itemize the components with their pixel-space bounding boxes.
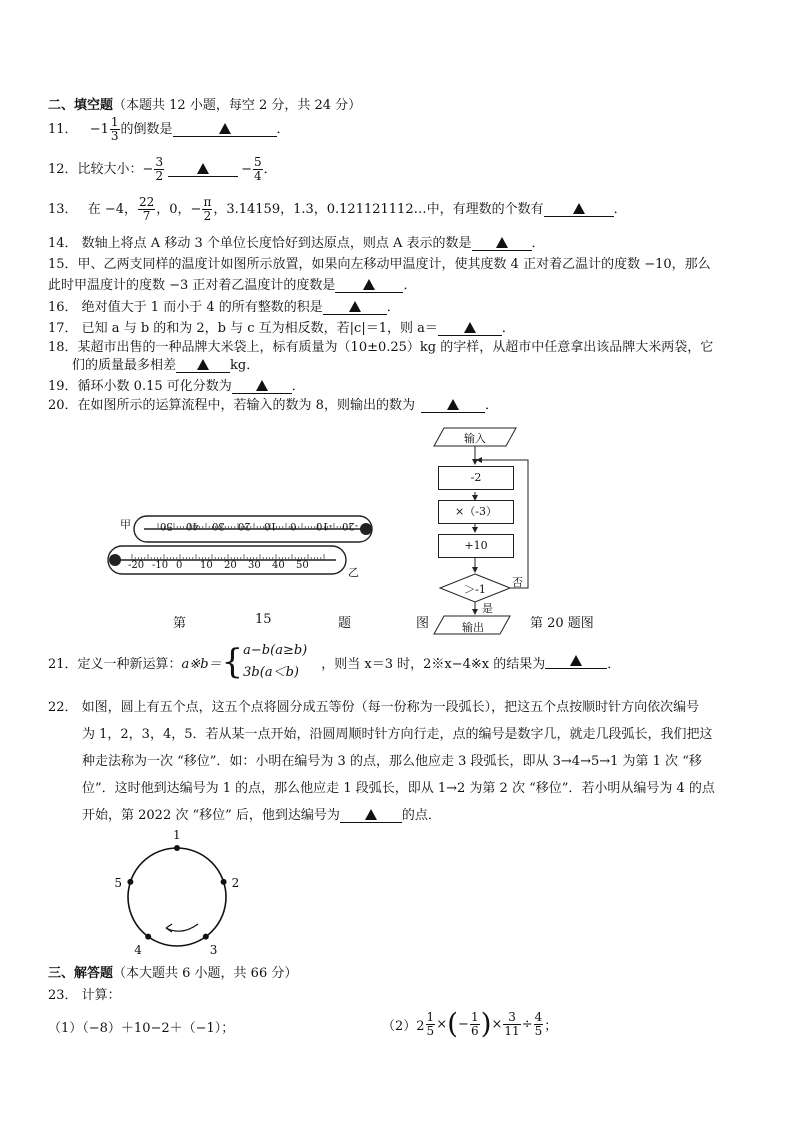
question-17 <box>48 317 515 336</box>
q12-a-sign: − <box>142 162 154 177</box>
q17-end: ． <box>501 321 515 336</box>
q23-times-2: × <box>491 1016 503 1032</box>
q14-answer-blank[interactable] <box>472 237 532 251</box>
question-13 <box>48 196 627 223</box>
question-21 <box>48 638 620 686</box>
caption-15-part-4: 图 <box>416 616 430 631</box>
q16-text: 16． 绝对值大于 1 而小于 4 的所有整数的积是 <box>48 300 323 315</box>
question-22 <box>48 694 748 829</box>
circle-point-label: 5 <box>114 875 123 890</box>
thermometer-yi-number: 50 <box>296 560 309 571</box>
question-23-part-1 <box>48 1017 234 1036</box>
thermometer-jia-number: 30 <box>212 520 225 531</box>
q15-end: ． <box>403 278 417 293</box>
q23-left-paren: ( <box>447 1007 459 1040</box>
triangle-icon <box>349 301 361 312</box>
q11-answer-blank[interactable] <box>173 123 277 137</box>
triangle-icon <box>570 655 582 666</box>
flowchart-step-plus-10: +10 <box>438 534 514 558</box>
q22-answer-blank[interactable] <box>340 809 402 823</box>
triangle-icon <box>256 380 268 391</box>
q11-text: 的倒数是 <box>120 122 173 137</box>
flowchart-figure <box>430 424 540 636</box>
q22-line-5: 开始，第 2022 次 “移位” 后，他到达编号为 <box>82 808 340 823</box>
flowchart-input-label: 输入 <box>464 432 486 445</box>
q15-line-1: 15．甲、乙两支同样的温度计如图所示放置，如果向左移动甲温度计，使其度数 4 正对着乙温计的度数 −10，那么 <box>48 257 711 272</box>
q20-answer-blank[interactable] <box>421 399 485 413</box>
figure-20-caption: 第 20 题图 <box>530 616 594 631</box>
q16-end: ． <box>386 300 400 315</box>
circle-point-label: 2 <box>231 875 240 890</box>
q23-fraction-2: $\frac{1}{6}$ <box>470 1009 479 1038</box>
thermometer-yi-number: 20 <box>224 560 237 571</box>
q17-text: 17． 已知 a 与 b 的和为 2，b 与 c 互为相反数，若|c|＝1，则 a＝ <box>48 321 438 336</box>
q12-answer-blank[interactable] <box>168 163 238 177</box>
question-11 <box>48 116 290 143</box>
circle-point-label: 1 <box>173 828 181 842</box>
triangle-icon <box>197 163 209 174</box>
caption-15-part-2: 15 <box>255 612 272 627</box>
q21-case-2: 3b(a＜b) <box>243 665 299 680</box>
q22-end: 的点． <box>401 808 441 823</box>
question-20 <box>48 394 498 413</box>
flowchart-step-minus-2: -2 <box>438 466 514 490</box>
circle-point-label: 3 <box>209 942 218 957</box>
q15-answer-blank[interactable] <box>335 279 403 293</box>
triangle-icon <box>197 359 209 370</box>
q23-fraction-4: $\frac{4}{5}$ <box>534 1009 543 1038</box>
question-19 <box>48 375 305 394</box>
q23-part-1: （1）（−8）＋10−2＋（−1）； <box>48 1021 235 1036</box>
q20-text: 20．在如图所示的运算流程中，若输入的数为 8，则输出的数为 <box>48 398 415 413</box>
section-2-title: 二、填空题 <box>48 98 114 113</box>
thermometer-figure <box>98 512 380 582</box>
q14-text: 14． 数轴上将点 A 移动 3 个单位长度恰好到达原点，则点 A 表示的数是 <box>48 236 472 251</box>
q13-number: 13． <box>48 202 78 217</box>
q12-fraction-a: $\frac{3}{2}$ <box>155 155 164 183</box>
question-14 <box>48 232 545 251</box>
q19-end: ． <box>291 379 305 394</box>
circle-point <box>221 879 227 885</box>
thermometer-jia-number: 40 <box>186 520 199 531</box>
q23-part-2-end: ； <box>544 1018 558 1034</box>
flowchart-step-times-neg-3: ×（-3） <box>438 500 514 524</box>
thermometer-yi-label: 乙 <box>348 566 359 579</box>
thermometer-yi-number: -10 <box>152 560 169 571</box>
q18-line-2: 们的质量最多相差 <box>72 358 177 373</box>
question-23-head <box>48 984 121 1003</box>
flowchart-decision-label: ＞-1 <box>464 583 486 596</box>
section-2-header <box>48 94 361 113</box>
question-15-line-1 <box>48 253 711 272</box>
flowchart-output-label: 输出 <box>462 621 484 634</box>
triangle-icon <box>363 279 375 290</box>
q17-answer-blank[interactable] <box>438 322 502 336</box>
q19-text: 19．循环小数 0.15 可化分数为 <box>48 379 232 394</box>
q22-line-2: 为 1，2，3，4，5．若从某一点开始，沿圆周顺时针方向行走，点的编号是数字几，就走几段弧长，我们把这 <box>82 727 713 742</box>
section-3-note: （本大题共 6 小题，共 66 分） <box>113 966 298 981</box>
q13-fraction-1: $\frac{22}{7}$ <box>138 195 155 223</box>
triangle-icon <box>573 203 585 214</box>
question-16 <box>48 296 400 315</box>
q21-text: ，则当 x＝3 时，2※x−4※x 的结果为 <box>321 656 546 672</box>
section-2-note: （本题共 12 小题，每空 2 分，共 24 分） <box>113 98 362 113</box>
q12-fraction-b: $\frac{5}{4}$ <box>254 155 262 183</box>
thermometer-yi-number: 30 <box>248 560 261 571</box>
q21-end: ． <box>607 656 621 672</box>
q21-case-1: a−b(a≥b) <box>243 643 308 658</box>
section-3-header <box>48 962 297 981</box>
thermometer-jia-number: 20 <box>238 520 251 531</box>
q21-cases <box>243 640 307 684</box>
q18-answer-blank[interactable] <box>176 359 230 373</box>
circle-point-label: 4 <box>134 942 142 957</box>
q13-end: ． <box>613 202 627 217</box>
triangle-icon <box>447 399 459 410</box>
q13-text-3: ，3.14159，1.3，0.121121112…中，有理数的个数有 <box>213 202 544 217</box>
thermometer-yi-number: 0 <box>176 560 183 571</box>
q11-end: ． <box>276 122 290 137</box>
circle-figure <box>110 826 240 957</box>
thermometer-jia-number: 10 <box>264 520 277 531</box>
circle-points <box>127 845 226 940</box>
triangle-icon <box>496 237 508 248</box>
q21-prefix: 21．定义一种新运算： <box>48 656 182 672</box>
q13-text-1: 在 −4， <box>87 202 137 217</box>
section-3-title: 三、解答题 <box>48 966 114 981</box>
q14-end: ． <box>531 236 545 251</box>
question-23-part-2 <box>382 1004 557 1044</box>
circle-point <box>145 934 151 940</box>
circle-point <box>127 879 133 885</box>
thermometer-jia-label: 甲 <box>120 518 131 531</box>
q21-brace: { <box>221 642 244 682</box>
question-18-line-2 <box>48 354 259 373</box>
q13-text-2: ，0，− <box>156 202 202 217</box>
q12-b-sign: − <box>241 162 252 177</box>
question-15-line-2 <box>48 274 416 293</box>
q23-right-paren: ) <box>480 1007 492 1040</box>
triangle-icon <box>365 809 377 820</box>
q21-operator: a※b＝ <box>181 656 222 672</box>
question-12 <box>48 156 277 183</box>
flowchart-no-label: 否 <box>512 576 523 589</box>
arrowhead-icon <box>166 924 172 932</box>
q20-end: ． <box>484 398 498 413</box>
q23-fraction-3: $\frac{3}{11}$ <box>504 1009 520 1038</box>
q15-line-2: 此时甲温度计的度数 −3 正对着乙温度计的度数是 <box>48 278 336 293</box>
q22-line-3: 种走法称为一次 “移位”．如：小明在编号为 3 的点，那么他应走 3 段弧长，即从 3→4→5→1 为第 1 次 “移 <box>82 754 702 769</box>
q11-whole: −1 <box>89 122 109 137</box>
thermometer-jia-number: 0 <box>290 520 297 531</box>
q12-end: ． <box>263 162 277 177</box>
q18-line-1: 18．某超市出售的一种品牌大米袋上，标有质量为（10±0.25）kg 的字样，从超市中任意拿出该品牌大米两袋，它 <box>48 340 714 355</box>
caption-15-part-1: 第 <box>173 616 187 631</box>
q23-head: 23． 计算： <box>48 988 121 1003</box>
caption-15-part-3: 题 <box>338 616 352 631</box>
q11-number: 11． <box>48 122 78 137</box>
q23-divide: ÷ <box>521 1016 533 1032</box>
q22-line-1: 22． 如图，圆上有五个点，这五个点将圆分成五等份（每一份称为一段弧长），把这五个点按顺时针方向依次编号 <box>48 700 700 715</box>
question-18-line-1 <box>48 336 713 355</box>
circle-point <box>174 845 180 851</box>
q11-fraction: $\frac{1}{3}$ <box>110 115 119 143</box>
thermometer-jia-number: 50 <box>160 520 173 531</box>
q12-text: 12．比较大小： <box>48 162 143 177</box>
triangle-icon <box>464 322 476 333</box>
q19-answer-blank[interactable] <box>232 380 292 394</box>
circle-svg <box>110 826 240 952</box>
q22-line-4: 位”．这时他到达编号为 1 的点，那么他应走 1 段弧长，即从 1→2 为第 2 次 “移位”．若小明从编号为 4 的点 <box>82 781 715 796</box>
q13-answer-blank[interactable] <box>544 203 614 217</box>
q23-minus-sign: − <box>458 1016 469 1032</box>
flowchart-yes-label: 是 <box>482 602 493 615</box>
triangle-icon <box>219 123 231 134</box>
q13-fraction-pi: $\frac{\pi}{2}$ <box>203 195 212 223</box>
thermometer-jia-number: -10 <box>316 520 333 531</box>
q23-fraction-1: $\frac{1}{5}$ <box>426 1009 435 1038</box>
thermometer-yi-number: 10 <box>200 560 213 571</box>
q23-times-1: × <box>436 1016 448 1032</box>
q21-answer-blank[interactable] <box>545 655 607 669</box>
thermometer-jia-number: -20 <box>342 520 359 531</box>
q18-end: kg． <box>230 358 260 373</box>
thermometer-yi-number: 40 <box>272 560 285 571</box>
q23-part-2-prefix: （2）2 <box>382 1018 425 1034</box>
q16-answer-blank[interactable] <box>323 301 387 315</box>
thermometer-yi-number: -20 <box>128 560 145 571</box>
circle-point <box>203 934 209 940</box>
